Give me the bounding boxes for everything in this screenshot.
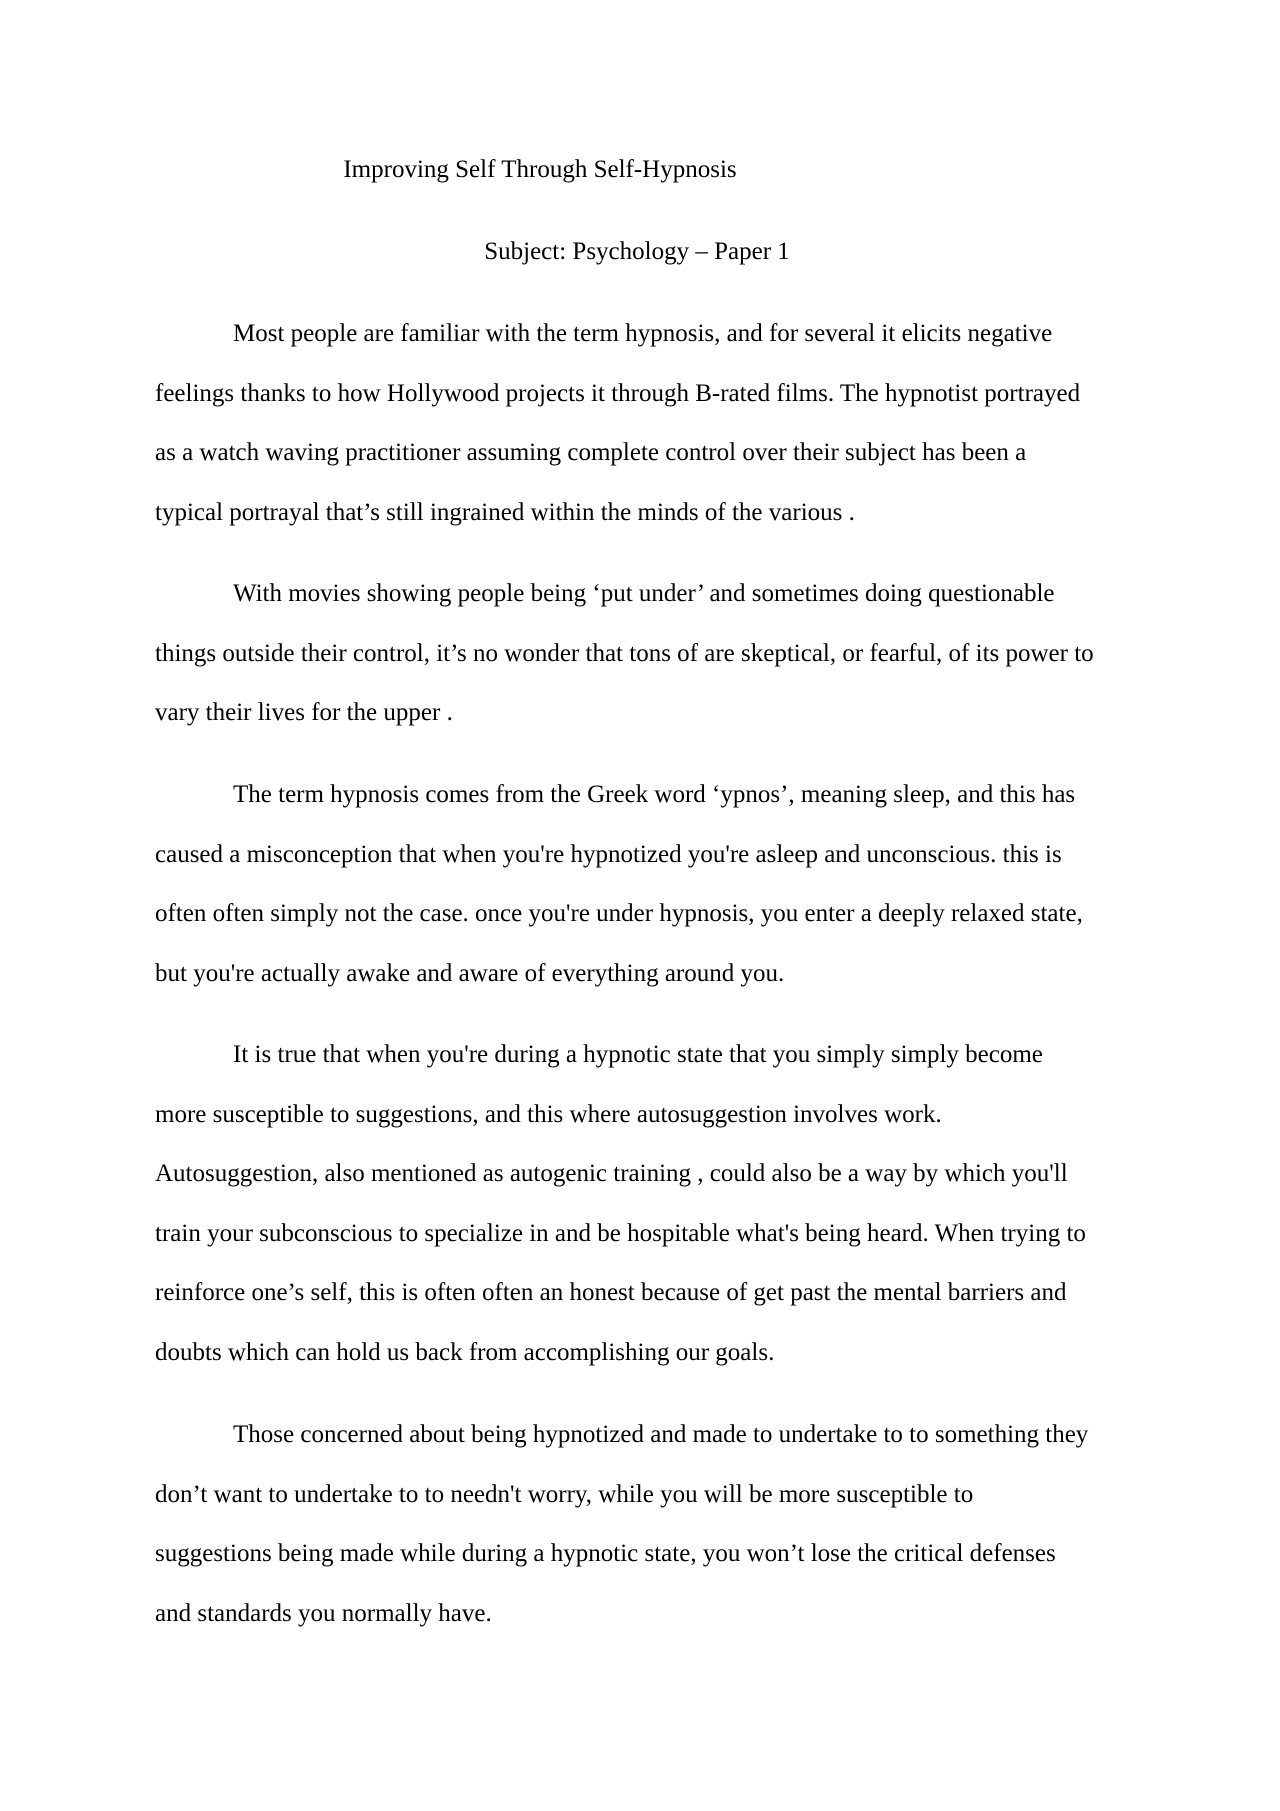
paragraph-line: often often simply not the case. once you're under hypnosis, you enter a deeply relaxed state,: [155, 900, 1083, 927]
paragraph-line: train your subconscious to specialize in and be hospitable what's being heard. When trying to: [155, 1219, 1086, 1247]
paragraph-line: The term hypnosis comes from the Greek word ‘ypnos’, meaning sleep, and this has: [233, 781, 1076, 808]
paragraph-line: With movies showing people being ‘put under’ and sometimes doing questionable: [233, 580, 1055, 607]
paragraph-line: feelings thanks to how Hollywood projects it through B-rated films. The hypnotist portrayed: [155, 379, 1081, 407]
paragraph-line: things outside their control, it’s no wonder that tons of are skeptical, or fearful, of its power to: [155, 639, 1094, 667]
paragraph-2: [155, 564, 1135, 743]
paragraph-line: It is true that when you're during a hypnotic state that you simply simply become: [233, 1041, 1043, 1068]
paragraph-line: Most people are familiar with the term hypnosis, and for several it elicits negative: [233, 320, 1053, 347]
paragraph-line: suggestions being made while during a hypnotic state, you won’t lose the critical defenses: [155, 1540, 1056, 1567]
paragraph-5: [155, 1405, 1135, 1643]
paragraph-line: doubts which can hold us back from accomplishing our goals.: [155, 1338, 775, 1366]
document-subject: Subject: Psychology – Paper 1: [484, 238, 790, 265]
paragraph-line: typical portrayal that’s still ingrained within the minds of the various .: [155, 498, 855, 526]
paragraph-line: don’t want to undertake to to needn't worry, while you will be more susceptible to: [155, 1480, 974, 1508]
document-title: Improving Self Through Self-Hypnosis: [343, 156, 737, 183]
paragraph-3: [155, 765, 1135, 1003]
paragraph-1: [155, 304, 1135, 542]
paragraph-line: Those concerned about being hypnotized and made to undertake to to something they: [233, 1421, 1089, 1448]
paragraph-line: but you're actually awake and aware of everything around you.: [155, 959, 785, 987]
paragraph-4: [155, 1025, 1135, 1382]
paragraph-line: Autosuggestion, also mentioned as autogenic training , could also be a way by which you'll: [155, 1160, 1068, 1187]
paragraph-line: and standards you normally have.: [155, 1599, 492, 1627]
paragraph-line: as a watch waving practitioner assuming complete control over their subject has been a: [155, 439, 1027, 466]
paragraph-line: reinforce one’s self, this is often often an honest because of get past the mental barriers and: [155, 1279, 1067, 1306]
paragraph-line: caused a misconception that when you're hypnotized you're asleep and unconscious. this is: [155, 840, 1062, 868]
paragraph-line: vary their lives for the upper .: [155, 699, 453, 726]
paragraph-line: more susceptible to suggestions, and this where autosuggestion involves work.: [155, 1100, 942, 1128]
